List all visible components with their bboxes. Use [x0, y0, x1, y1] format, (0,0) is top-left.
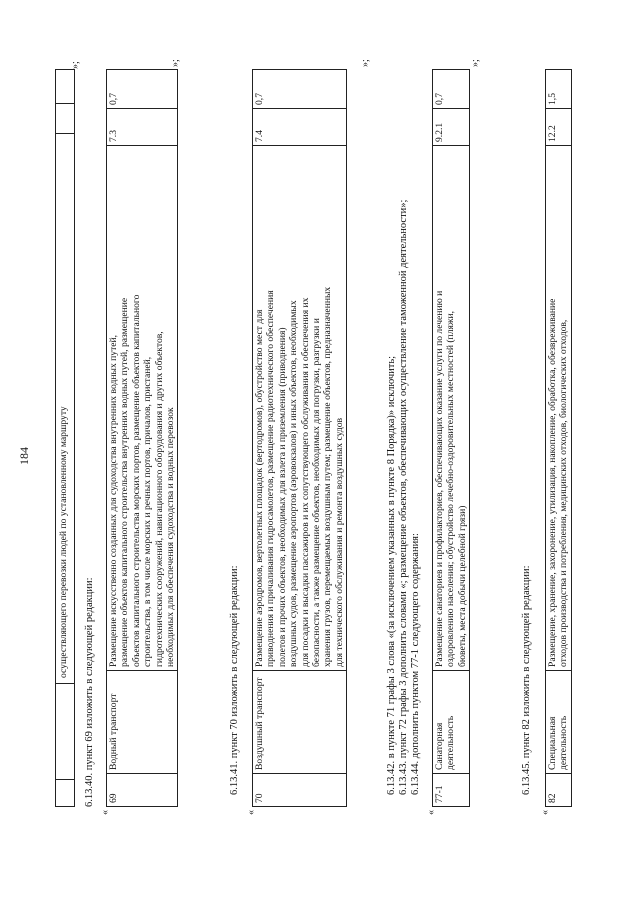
row-value: 0,7 [433, 70, 470, 109]
row-value: 0,7 [253, 70, 347, 109]
cell-divider [56, 103, 74, 104]
row-description: Размещение искусственно созданных для судоходства внутренних водных путей, размещение объектов капитального строительства внутренних водных путей, размещение объектов капитального строительства морских портов, размещение объектов капитального строительства, в том числе морских и речных портов, причалов, пристаней, гидротехнических сооружений, навигационного оборудования и других объектов, необходимых для обеспечения судоходства и водных перевозок [107, 146, 178, 671]
note-line: 6.13.44. дополнить пунктом 77-1 следующего содержания: [410, 533, 421, 795]
opening-quote: « [540, 810, 551, 815]
row-name: Воздушный транспорт [253, 671, 347, 774]
instruction-text: 6.13.41. пункт 70 изложить в следующей редакции: [229, 565, 240, 795]
opening-quote: « [426, 810, 437, 815]
closing-quote: »; [360, 59, 371, 67]
row-number: 77-1 [433, 774, 470, 807]
cell-divider [56, 683, 74, 684]
note-line: 6.13.42. в пункте 71 графы 3 слова «(за исключением указанных в пункте 8 Порядка)» исключить; [386, 355, 397, 795]
row-name: Санаторная деятельность [433, 671, 470, 774]
row-code: 7.4 [253, 109, 347, 146]
row-code: 9.2.1 [433, 109, 470, 146]
row-code: 7.3 [107, 109, 178, 146]
table-continuation-row [55, 69, 75, 807]
opening-quote: « [246, 810, 257, 815]
opening-quote: « [100, 810, 111, 815]
row-name: Водный транспорт [107, 671, 178, 774]
row-name: Специальная деятельность [546, 671, 572, 774]
row-number: 70 [253, 774, 347, 807]
instruction-text: 6.13.40. пункт 69 изложить в следующей редакции: [84, 577, 95, 807]
closing-quote: »; [170, 59, 181, 67]
table-row-77-1 [432, 69, 470, 807]
row-description: Размещение санаториев и профилакториев, обеспечивающих оказание услуги по лечению и оздоровлению населения; обустройство лечебно-оздоровительных местностей (пляжи, бюветы, места добычи целебной грязи) [433, 146, 470, 671]
table-row-69 [106, 69, 178, 807]
row-value: 0,7 [107, 70, 178, 109]
cell-divider [56, 133, 74, 134]
note-line: 6.13.43. пункт 72 графы 3 дополнить словами «; размещение объектов, обеспечивающих осуществление таможенной деятельности»; [398, 199, 409, 795]
row-number: 82 [546, 774, 572, 807]
row-code: 12.2 [546, 109, 572, 146]
row-value: 1,5 [546, 70, 572, 109]
closing-quote: »; [70, 61, 81, 69]
instruction-text: 6.13.45. пункт 82 изложить в следующей редакции: [521, 565, 532, 795]
row-number: 69 [107, 774, 178, 807]
table-row-70 [252, 69, 347, 807]
continuation-text: осуществляющего перевозки людей по установленному маршруту [58, 406, 69, 678]
row-description: Размещение, хранение, захоронение, утилизация, накопление, обработка, обезвреживание отходов производства и потребления, медицинских отходов, биологических отходов, [546, 146, 572, 671]
page-number: 184 [17, 447, 31, 465]
closing-quote: »; [470, 59, 481, 67]
table-row-82 [545, 69, 572, 807]
row-description: Размещение аэродромов, вертолетных площадок (вертодромов), обустройство мест для приводнения и причаливания гидросамолетов, размещение радиотехнического обеспечения полетов и прочих объектов, необходимых для взлета и приземления (приводнения) воздушных судов, размещение аэропортов (аэровокзалов) и иных объектов, необходимых для посадки и высадки пассажиров и их сопутствующего обслуживания и обеспечения их безопасности, а также размещение объектов, необходимых для погрузки, разгрузки и хранения грузов, перемещаемых воздушным путем; размещение объектов, предназначенных для технического обслуживания и ремонта воздушных судов [253, 146, 347, 671]
cell-divider [56, 779, 74, 780]
